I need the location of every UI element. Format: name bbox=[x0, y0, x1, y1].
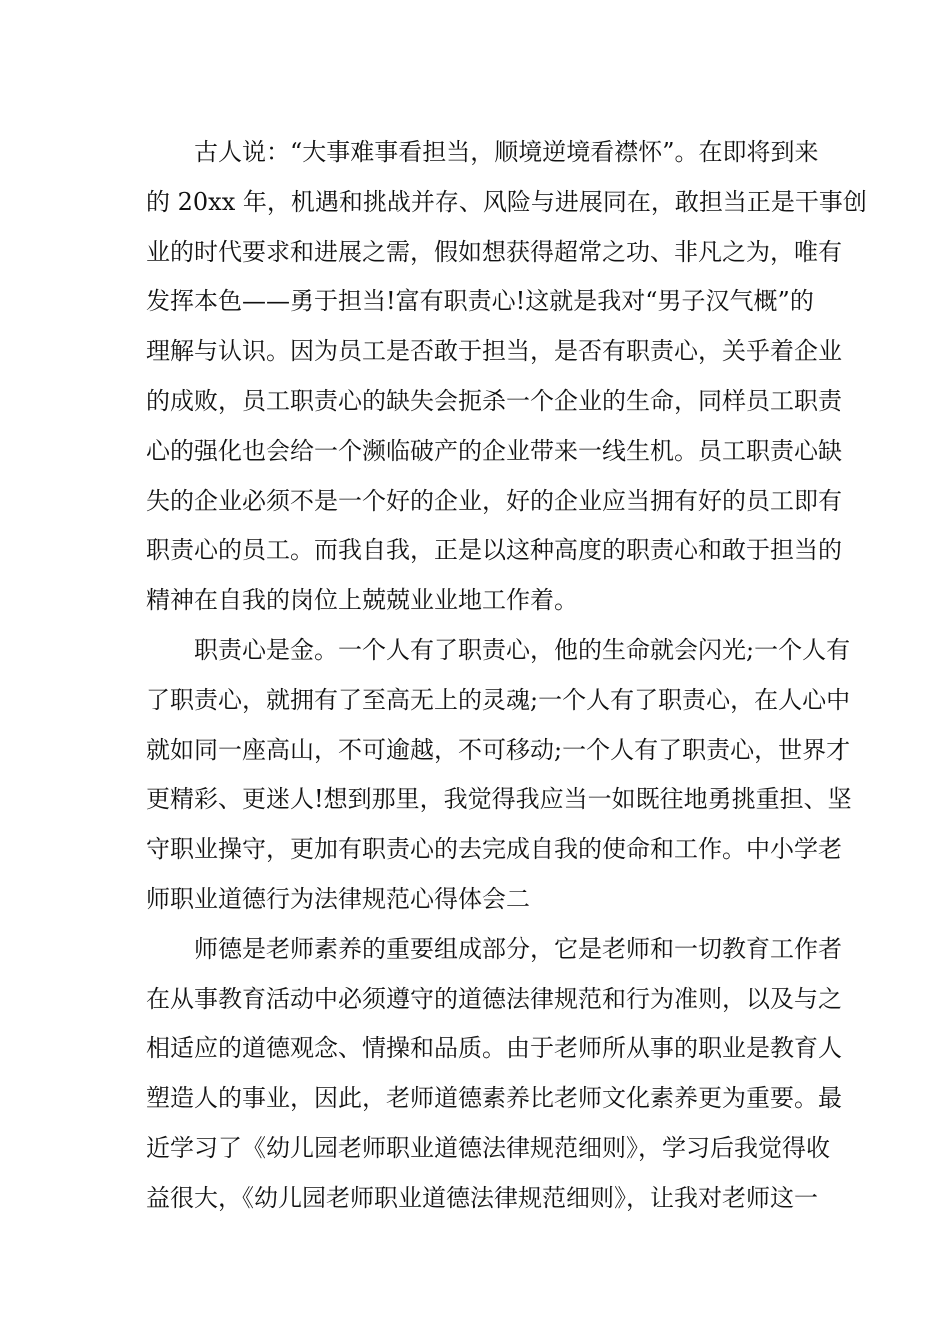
paragraph-line: 师职业道德行为法律规范心得体会二 bbox=[146, 884, 530, 913]
paragraph bbox=[146, 628, 852, 927]
paragraph bbox=[146, 927, 842, 1226]
paragraph-line: 精神在自我的岗位上兢兢业业地工作着。 bbox=[146, 586, 578, 615]
paragraph-line: 就如同一座高山，不可逾越，不可移动;一个人有了职责心，世界才 bbox=[146, 735, 851, 764]
paragraph-line: 职责心是金。一个人有了职责心，他的生命就会闪光;一个人有 bbox=[194, 635, 851, 664]
paragraph-line: 古人说：“大事难事看担当，顺境逆境看襟怀”。在即将到来 bbox=[194, 138, 819, 166]
document-body bbox=[146, 130, 867, 1226]
paragraph-line: 了职责心，就拥有了至高无上的灵魂;一个人有了职责心，在人心中 bbox=[146, 685, 851, 714]
paragraph-line: 相适应的道德观念、情操和品质。由于老师所从事的职业是教育人 bbox=[146, 1034, 842, 1063]
paragraph-line: 在从事教育活动中必须遵守的道德法律规范和行为准则，以及与之 bbox=[146, 984, 842, 1013]
paragraph-line: 守职业操守，更加有职责心的去完成自我的使命和工作。中小学老 bbox=[146, 835, 842, 864]
paragraph-line: 的成败，员工职责心的缺失会扼杀一个企业的生命，同样员工职责 bbox=[146, 386, 842, 415]
paragraph-line: 更精彩、更迷人!想到那里，我觉得我应当一如既往地勇挑重担、坚 bbox=[146, 785, 852, 814]
paragraph-line: 业的时代要求和进展之需，假如想获得超常之功、非凡之为，唯有 bbox=[146, 237, 842, 266]
paragraph-line: 益很大，《幼儿园老师职业道德法律规范细则》，让我对老师这一 bbox=[146, 1183, 818, 1212]
paragraph-line: 心的强化也会给一个濒临破产的企业带来一线生机。员工职责心缺 bbox=[146, 436, 842, 465]
paragraph-line: 发挥本色——勇于担当!富有职责心!这就是我对“男子汉气概”的 bbox=[146, 287, 814, 316]
paragraph-line: 理解与认识。因为员工是否敢于担当，是否有职责心，关乎着企业 bbox=[146, 337, 842, 366]
paragraph-line: 师德是老师素养的重要组成部分，它是老师和一切教育工作者 bbox=[194, 934, 842, 963]
paragraph-line: 近学习了《幼儿园老师职业道德法律规范细则》，学习后我觉得收 bbox=[146, 1133, 830, 1162]
paragraph-line: 失的企业必须不是一个好的企业，好的企业应当拥有好的员工即有 bbox=[146, 486, 842, 515]
paragraph-line: 的 20xx 年，机遇和挑战并存、风险与进展同在，敢担当正是干事创 bbox=[146, 187, 867, 216]
paragraph-line: 职责心的员工。而我自我，正是以这种高度的职责心和敢于担当的 bbox=[146, 536, 842, 565]
paragraph bbox=[146, 130, 867, 628]
paragraph-line: 塑造人的事业，因此，老师道德素养比老师文化素养更为重要。最 bbox=[146, 1084, 842, 1113]
